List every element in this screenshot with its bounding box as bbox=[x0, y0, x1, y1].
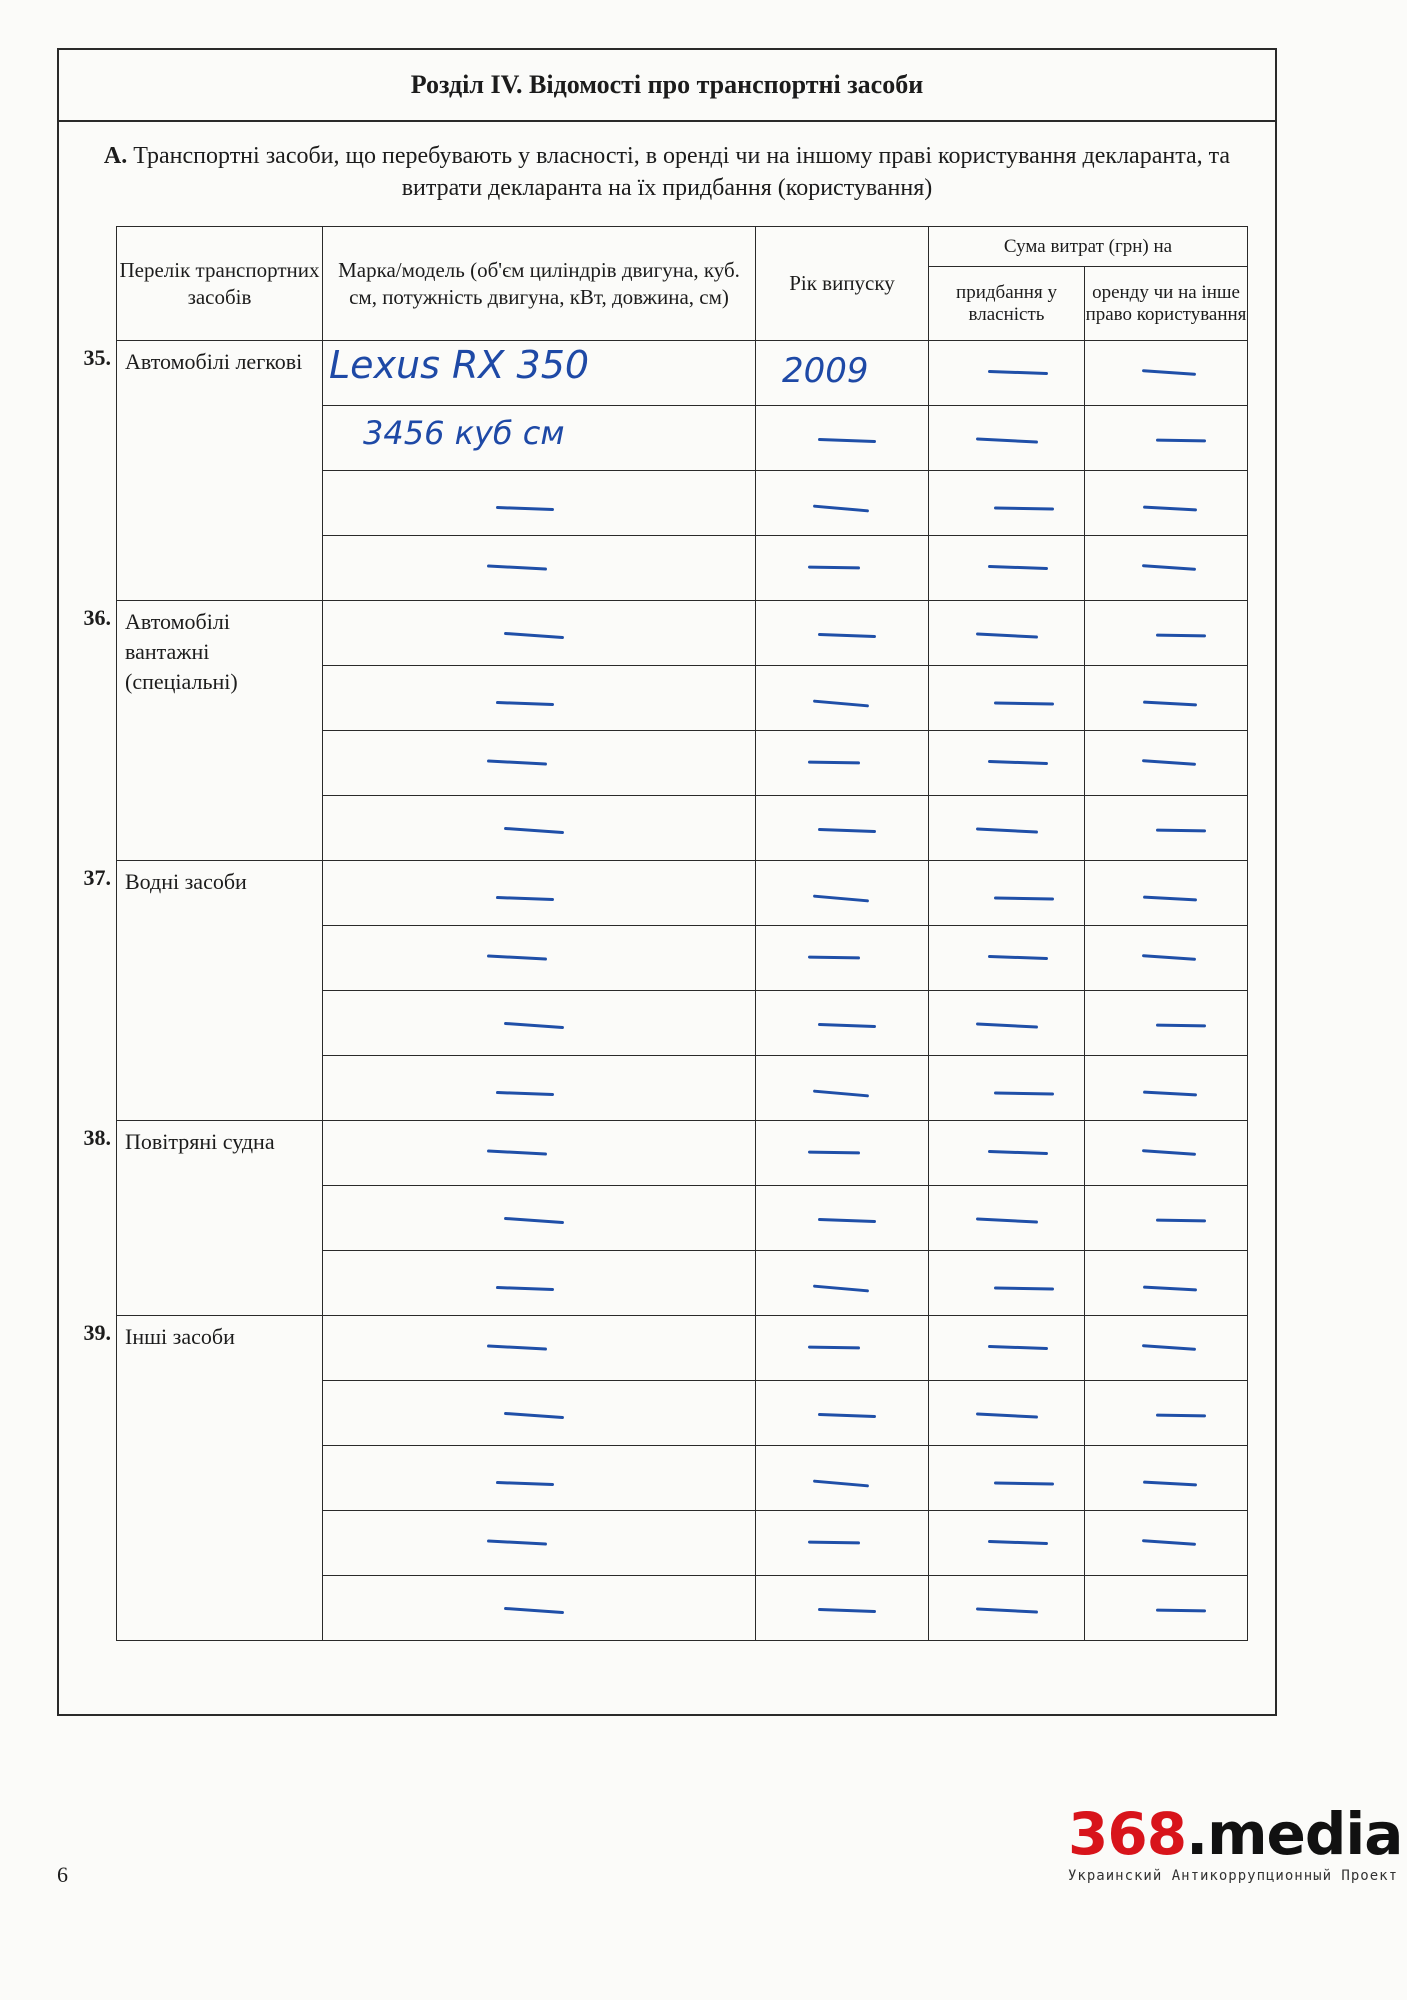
year-cell bbox=[756, 536, 929, 601]
category-number: 36. bbox=[83, 605, 111, 630]
handwritten-dash bbox=[1143, 896, 1197, 902]
handwritten-year: 2009 bbox=[782, 351, 869, 391]
year-cell bbox=[756, 1121, 929, 1186]
handwritten-dash bbox=[813, 1285, 869, 1293]
rent-cell bbox=[1085, 926, 1248, 991]
category-number: 37. bbox=[83, 865, 111, 890]
handwritten-dash bbox=[975, 1217, 1037, 1223]
handwritten-dash bbox=[1143, 1481, 1197, 1487]
category-label: Водні засоби bbox=[125, 869, 247, 894]
handwritten-dash bbox=[1142, 369, 1196, 376]
handwritten-dash bbox=[988, 1540, 1048, 1545]
subtitle bbox=[99, 140, 1235, 204]
category-cell bbox=[83, 341, 323, 601]
purchase-cell bbox=[929, 1576, 1085, 1641]
year-cell bbox=[756, 406, 929, 471]
handwritten-dash bbox=[818, 1218, 876, 1223]
section-title: Розділ IV. Відомості про транспортні засоби bbox=[59, 50, 1275, 122]
category-label: Автомобілі вантажні (спеціальні) bbox=[125, 609, 238, 694]
brand-cell bbox=[323, 406, 756, 471]
brand-cell bbox=[323, 536, 756, 601]
year-cell bbox=[756, 666, 929, 731]
year-cell bbox=[756, 861, 929, 926]
year-cell bbox=[756, 1056, 929, 1121]
handwritten-dash bbox=[988, 955, 1048, 960]
handwritten-dash bbox=[1142, 954, 1196, 961]
category-label: Автомобілі легкові bbox=[125, 349, 303, 374]
handwritten-dash bbox=[1143, 1091, 1197, 1097]
handwritten-dash bbox=[1156, 1219, 1206, 1223]
brand-cell bbox=[323, 1251, 756, 1316]
year-cell bbox=[756, 1511, 929, 1576]
rent-cell bbox=[1085, 796, 1248, 861]
handwritten-dash bbox=[818, 1413, 876, 1418]
category-number: 38. bbox=[83, 1125, 111, 1150]
year-cell bbox=[756, 1576, 929, 1641]
purchase-cell bbox=[929, 1316, 1085, 1381]
handwritten-dash bbox=[1156, 1024, 1206, 1028]
year-cell bbox=[756, 1381, 929, 1446]
rent-cell bbox=[1085, 861, 1248, 926]
year-cell bbox=[756, 1186, 929, 1251]
handwritten-dash bbox=[487, 1149, 547, 1155]
rent-cell bbox=[1085, 406, 1248, 471]
handwritten-dash bbox=[1142, 1539, 1196, 1546]
brand-cell bbox=[323, 1511, 756, 1576]
subtitle-text: Транспортні засоби, що перебувають у власності, в оренді чи на іншому праві користування декларанта, та витрати декларанта на їх придбання (користування) bbox=[133, 143, 1231, 201]
brand-cell bbox=[323, 926, 756, 991]
handwritten-dash bbox=[808, 956, 860, 960]
handwritten-dash bbox=[1142, 564, 1196, 571]
handwritten-dash bbox=[808, 1151, 860, 1155]
rent-cell bbox=[1085, 1056, 1248, 1121]
handwritten-dash bbox=[1143, 506, 1197, 512]
purchase-cell bbox=[929, 1186, 1085, 1251]
handwritten-dash bbox=[1142, 1344, 1196, 1351]
rent-cell bbox=[1085, 1121, 1248, 1186]
rent-cell bbox=[1085, 1446, 1248, 1511]
brand-cell bbox=[323, 861, 756, 926]
table-row bbox=[117, 601, 1248, 666]
purchase-cell bbox=[929, 666, 1085, 731]
logo-dot-media: .media bbox=[1186, 1800, 1403, 1868]
handwritten-dash bbox=[988, 370, 1048, 375]
site-logo bbox=[1068, 1800, 1403, 1884]
rent-cell bbox=[1085, 1511, 1248, 1576]
handwritten-dash bbox=[1156, 1414, 1206, 1418]
handwritten-dash bbox=[808, 566, 860, 570]
table-row bbox=[117, 341, 1248, 406]
purchase-cell bbox=[929, 1511, 1085, 1576]
handwritten-dash bbox=[988, 1150, 1048, 1155]
category-number: 35. bbox=[83, 345, 111, 370]
handwritten-dash bbox=[496, 1481, 554, 1486]
purchase-cell bbox=[929, 1056, 1085, 1121]
brand-cell bbox=[323, 471, 756, 536]
brand-cell bbox=[323, 1316, 756, 1381]
purchase-cell bbox=[929, 1381, 1085, 1446]
purchase-cell bbox=[929, 1251, 1085, 1316]
table-row bbox=[117, 1316, 1248, 1381]
table-row bbox=[117, 861, 1248, 926]
handwritten-dash bbox=[496, 1286, 554, 1291]
handwritten-dash bbox=[496, 701, 554, 706]
handwritten-dash bbox=[487, 1344, 547, 1350]
header-brand: Марка/модель (об'єм циліндрів двигуна, куб. см, потужність двигуна, кВт, довжина, см) bbox=[323, 227, 756, 341]
handwritten-model: Lexus RX 350 bbox=[329, 343, 590, 387]
logo-number: 368 bbox=[1068, 1800, 1187, 1868]
handwritten-dash bbox=[988, 760, 1048, 765]
handwritten-dash bbox=[504, 632, 564, 639]
handwritten-dash bbox=[504, 1022, 564, 1029]
table-row bbox=[117, 1121, 1248, 1186]
handwritten-dash bbox=[818, 828, 876, 833]
category-cell bbox=[83, 1121, 323, 1316]
handwritten-dash bbox=[1156, 439, 1206, 443]
handwritten-dash bbox=[1156, 829, 1206, 833]
rent-cell bbox=[1085, 1186, 1248, 1251]
handwritten-dash bbox=[1142, 759, 1196, 766]
vehicles-table bbox=[83, 226, 1248, 1641]
purchase-cell bbox=[929, 991, 1085, 1056]
purchase-cell bbox=[929, 406, 1085, 471]
category-label: Інші засоби bbox=[125, 1324, 235, 1349]
year-cell bbox=[756, 341, 929, 406]
handwritten-dash bbox=[994, 506, 1054, 510]
handwritten-dash bbox=[975, 437, 1037, 443]
purchase-cell bbox=[929, 536, 1085, 601]
handwritten-dash bbox=[496, 506, 554, 511]
purchase-cell bbox=[929, 471, 1085, 536]
brand-cell bbox=[323, 341, 756, 406]
page-number: 6 bbox=[57, 1862, 68, 1887]
handwritten-dash bbox=[808, 761, 860, 765]
handwritten-dash bbox=[813, 1480, 869, 1488]
rent-cell bbox=[1085, 991, 1248, 1056]
subtitle-prefix: А. bbox=[103, 143, 128, 169]
brand-cell bbox=[323, 1576, 756, 1641]
handwritten-dash bbox=[504, 1607, 564, 1614]
brand-cell bbox=[323, 991, 756, 1056]
handwritten-dash bbox=[487, 759, 547, 765]
handwritten-dash bbox=[975, 1022, 1037, 1028]
rent-cell bbox=[1085, 731, 1248, 796]
handwritten-dash bbox=[818, 438, 876, 443]
handwritten-dash bbox=[487, 1539, 547, 1545]
handwritten-dash bbox=[975, 1412, 1037, 1418]
brand-cell bbox=[323, 1446, 756, 1511]
category-label: Повітряні судна bbox=[125, 1129, 275, 1154]
year-cell bbox=[756, 471, 929, 536]
year-cell bbox=[756, 731, 929, 796]
handwritten-dash bbox=[1143, 1286, 1197, 1292]
purchase-cell bbox=[929, 341, 1085, 406]
handwritten-dash bbox=[994, 896, 1054, 900]
handwritten-dash bbox=[988, 1345, 1048, 1350]
handwritten-dash bbox=[975, 632, 1037, 638]
handwritten-dash bbox=[818, 633, 876, 638]
handwritten-dash bbox=[813, 1090, 869, 1098]
purchase-cell bbox=[929, 796, 1085, 861]
year-cell bbox=[756, 1251, 929, 1316]
category-cell bbox=[83, 861, 323, 1121]
handwritten-dash bbox=[813, 895, 869, 903]
brand-cell bbox=[323, 666, 756, 731]
category-cell bbox=[83, 601, 323, 861]
handwritten-dash bbox=[994, 1286, 1054, 1290]
handwritten-engine: 3456 куб см bbox=[363, 414, 565, 452]
rent-cell bbox=[1085, 666, 1248, 731]
category-cell bbox=[83, 1316, 323, 1641]
purchase-cell bbox=[929, 861, 1085, 926]
rent-cell bbox=[1085, 1251, 1248, 1316]
handwritten-dash bbox=[496, 1091, 554, 1096]
header-list: Перелік транспортних засобів bbox=[117, 227, 323, 341]
brand-cell bbox=[323, 1056, 756, 1121]
handwritten-dash bbox=[994, 1091, 1054, 1095]
rent-cell bbox=[1085, 471, 1248, 536]
handwritten-dash bbox=[818, 1023, 876, 1028]
purchase-cell bbox=[929, 601, 1085, 666]
rent-cell bbox=[1085, 601, 1248, 666]
rent-cell bbox=[1085, 1316, 1248, 1381]
handwritten-dash bbox=[504, 827, 564, 834]
handwritten-dash bbox=[813, 700, 869, 708]
handwritten-dash bbox=[1142, 1149, 1196, 1156]
year-cell bbox=[756, 991, 929, 1056]
handwritten-dash bbox=[487, 954, 547, 960]
year-cell bbox=[756, 1446, 929, 1511]
brand-cell bbox=[323, 601, 756, 666]
year-cell bbox=[756, 1316, 929, 1381]
brand-cell bbox=[323, 731, 756, 796]
year-cell bbox=[756, 926, 929, 991]
header-year: Рік випуску bbox=[756, 227, 929, 341]
section-frame bbox=[57, 48, 1277, 1716]
handwritten-dash bbox=[1156, 634, 1206, 638]
handwritten-dash bbox=[808, 1346, 860, 1350]
header-sum: Сума витрат (грн) на bbox=[929, 227, 1248, 267]
brand-cell bbox=[323, 1381, 756, 1446]
year-cell bbox=[756, 601, 929, 666]
purchase-cell bbox=[929, 926, 1085, 991]
handwritten-dash bbox=[988, 565, 1048, 570]
handwritten-dash bbox=[504, 1412, 564, 1419]
rent-cell bbox=[1085, 1576, 1248, 1641]
brand-cell bbox=[323, 796, 756, 861]
category-number: 39. bbox=[83, 1320, 111, 1345]
purchase-cell bbox=[929, 731, 1085, 796]
header-purchase: придбання у власність bbox=[929, 267, 1085, 341]
handwritten-dash bbox=[808, 1541, 860, 1545]
purchase-cell bbox=[929, 1121, 1085, 1186]
handwritten-dash bbox=[504, 1217, 564, 1224]
rent-cell bbox=[1085, 341, 1248, 406]
handwritten-dash bbox=[813, 505, 869, 513]
rent-cell bbox=[1085, 1381, 1248, 1446]
handwritten-dash bbox=[1156, 1609, 1206, 1613]
handwritten-dash bbox=[975, 827, 1037, 833]
rent-cell bbox=[1085, 536, 1248, 601]
handwritten-dash bbox=[496, 896, 554, 901]
header-rent: оренду чи на інше право користування bbox=[1085, 267, 1248, 341]
brand-cell bbox=[323, 1186, 756, 1251]
handwritten-dash bbox=[994, 701, 1054, 705]
handwritten-dash bbox=[1143, 701, 1197, 707]
handwritten-dash bbox=[975, 1607, 1037, 1613]
handwritten-dash bbox=[818, 1608, 876, 1613]
brand-cell bbox=[323, 1121, 756, 1186]
handwritten-dash bbox=[487, 564, 547, 570]
purchase-cell bbox=[929, 1446, 1085, 1511]
logo-tagline: Украинский Антикоррупционный Проект bbox=[1068, 1868, 1399, 1884]
year-cell bbox=[756, 796, 929, 861]
handwritten-dash bbox=[994, 1481, 1054, 1485]
